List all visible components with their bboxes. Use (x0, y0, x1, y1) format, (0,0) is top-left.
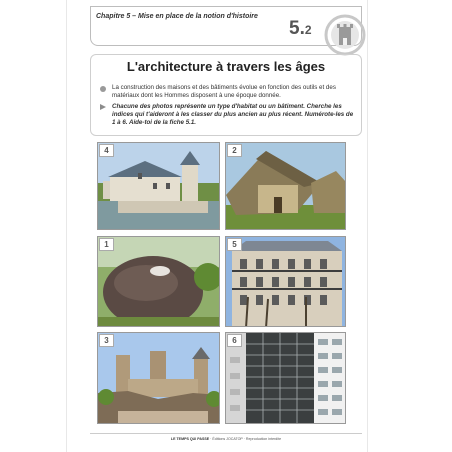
castle-badge-icon (322, 12, 368, 58)
footer-collection: LE TEMPS QUI PASSE (170, 437, 210, 441)
modern-building-illustration (226, 333, 346, 424)
photo-number-badge: 2 (227, 144, 242, 157)
photo-renaissance-chateau (97, 142, 220, 230)
photo-number-badge: 6 (227, 334, 242, 347)
thatched-house-illustration (226, 143, 346, 230)
page-title: L'architecture à travers les âges (126, 59, 326, 74)
photo-number-badge: 5 (227, 238, 242, 251)
statement-bullet-icon (100, 86, 106, 92)
photo-number-badge: 4 (99, 144, 114, 157)
chateau-illustration (98, 143, 220, 230)
photo-haussmann-building (225, 236, 346, 327)
photo-thatched-house (225, 142, 346, 230)
footer-publisher: Éditions JOCATOP · Reproduction interdite (212, 437, 282, 441)
photo-fortified-castle (97, 332, 220, 424)
sheet-number-sub: 2 (304, 23, 312, 37)
photo-number-badge: 1 (99, 238, 114, 251)
page-footer: LE TEMPS QUI PASSE · Éditions JOCATOP · Reproduction interdite (170, 437, 282, 441)
haussmann-building-illustration (226, 237, 346, 327)
rock-shelter-illustration (98, 237, 220, 327)
chapter-heading: Chapitre 5 – Mise en place de la notion d'histoire (96, 13, 258, 20)
intro-statement: La construction des maisons et des bâtiments évolue en fonction des outils et des matériaux dont les Hommes disposent à une époque donnée. (112, 84, 336, 100)
intro-instruction: Chacune des photos représente un type d'habitat ou un bâtiment. Cherche les indices qui t'aideront à les classer du plus ancien au plus récent. Numérote-les de 1 à 6. Aide-toi de la fiche 5.1. (112, 103, 354, 127)
photo-number-badge: 3 (99, 334, 114, 347)
sheet-number (289, 18, 312, 40)
photo-rock-shelter (97, 236, 220, 327)
instruction-arrow-icon (100, 104, 106, 110)
sheet-number-main: 5. (289, 18, 305, 39)
fortified-castle-illustration (98, 333, 220, 424)
photo-modern-building (225, 332, 346, 424)
footer-divider (90, 433, 362, 434)
